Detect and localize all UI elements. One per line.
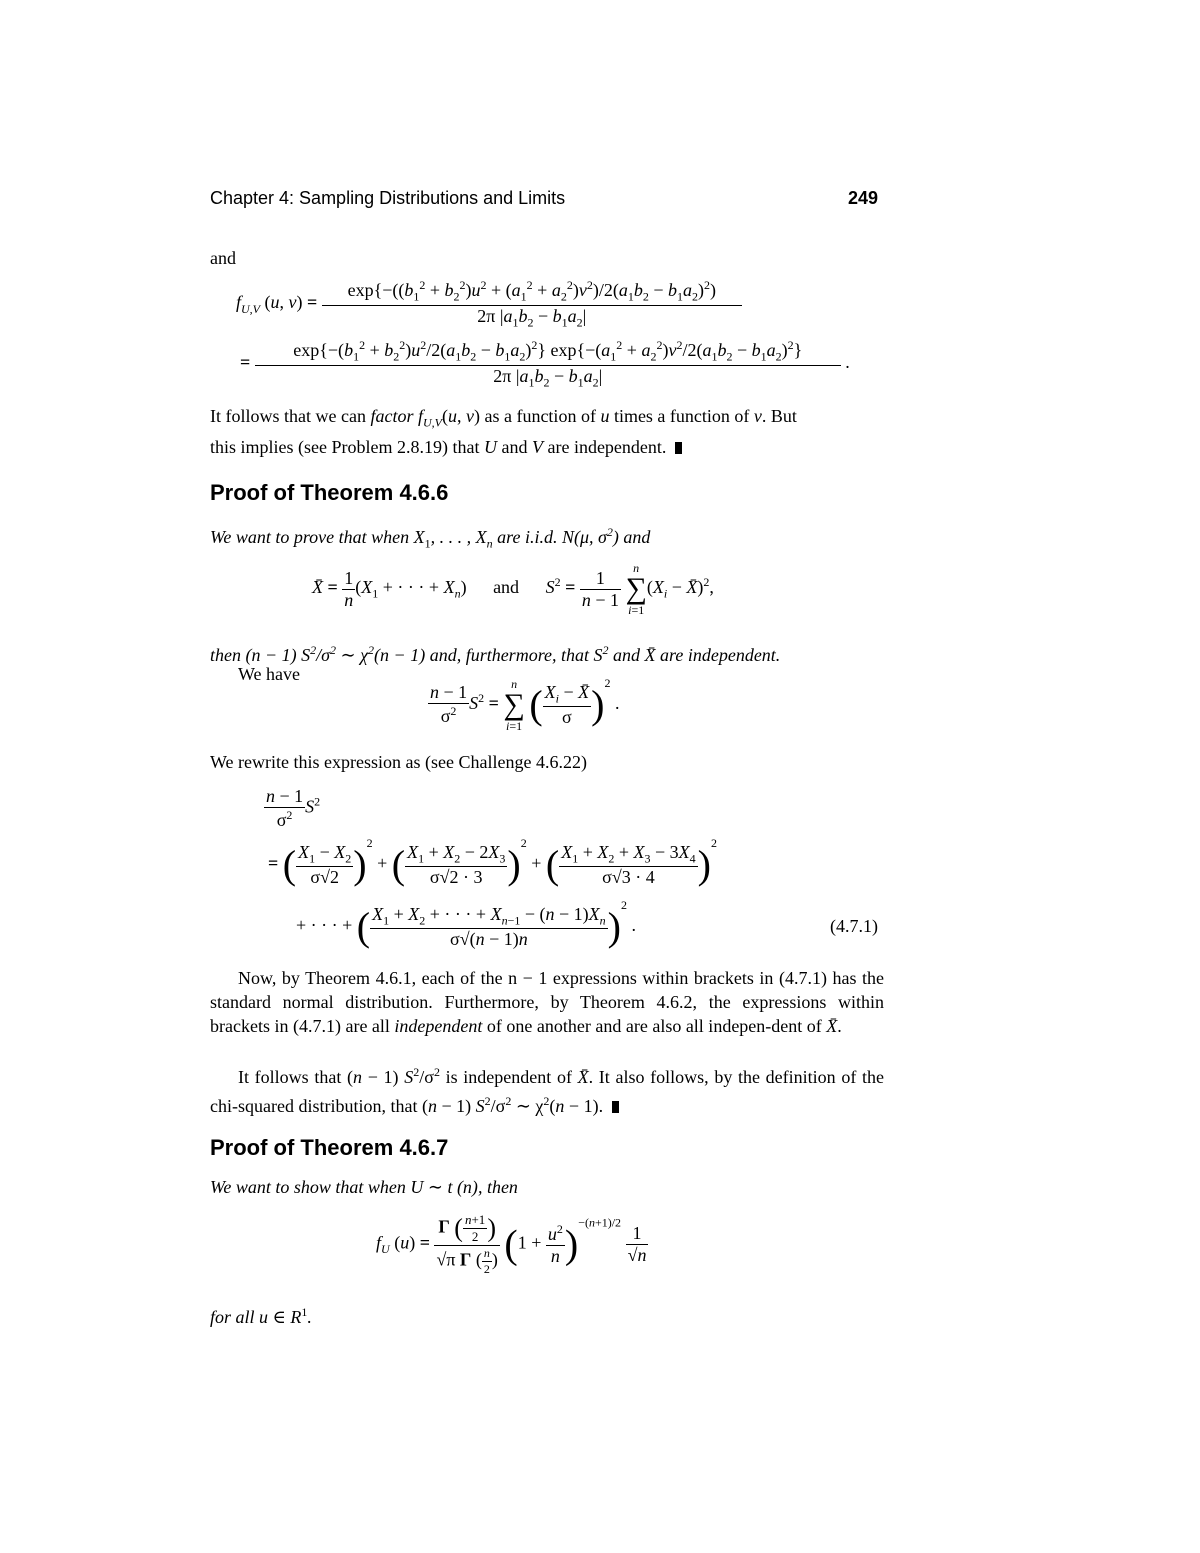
section-heading-proof-466: Proof of Theorem 4.6.6: [210, 480, 449, 505]
running-header: Chapter 4: Sampling Distributions and Limits: [210, 188, 566, 208]
text-we-have: We have: [238, 664, 301, 684]
paragraph-it-follows: It follows that (n − 1) $S^2/\sigma^2$ is independent of X̄. It also follows, by the definition of the chi-squared distribution, that (n − 1) $S^2/\sigma^2$ ∼ $\chi^2(n - 1)$.: [210, 1065, 884, 1116]
equation-label-471: (4.7.1): [830, 916, 878, 936]
statement-proof-467: We want to show that when U ∼ t (n), then: [210, 1177, 518, 1197]
equation-joint-density-line2: = $\exp\{-(b_1^2 + b_2^2)u^2/2(a_1b_2 - b_1a_2)^2\} \exp\{-(a_1^2 + a_2^2)v^2/2(a_1b_2 - b_1a_2)^2\}$ 2π $|a_1b_2 - b_1a_2|$ .: [240, 338, 850, 390]
equation-joint-density-line1: $f_{U,V}$ (u, v) = $\frac{\exp\{-((b_1^2 + b_2^2)u^2 + (a_1^2 + a_2^2)v^2)/2(a_1b_2 - b_1a_2)^2)}{2\pi |a_1b_2 - b_1a_2|}$: [236, 278, 742, 330]
statement-for-all-u: for all u ∈ $R^1$.: [210, 1305, 312, 1327]
equation-decomposition-lhs: $\frac{n - 1}{\sigma^2}$ $S^2$: [266, 786, 321, 830]
section-heading-proof-467: Proof of Theorem 4.6.7: [210, 1135, 449, 1160]
equation-scaled-variance: $\frac{n - 1}{\sigma^2}$ $S^2$ = n ∑ i=1 ( $\frac{X_i - X̄}{\sigma}$ )$^2$ .: [430, 676, 620, 733]
statement-proof-466: We want to prove that when $X_1$, . . . , $X_n$ are i.i.d. N(μ, $\sigma^2$) and: [210, 525, 651, 551]
paragraph-now-by-theorem: Now, by Theorem 4.6.1, each of the n − 1 expressions within brackets in (4.7.1) has the standard normal distribution. Furthermore, by Theorem 4.6.2, the expressions within brackets in (4.7.1) are all independent of one another and are also all indepen-dent of X̄.: [210, 968, 884, 1036]
text-and: and: [210, 248, 236, 268]
qed-mark: [612, 1101, 619, 1113]
page-number: 249: [848, 188, 879, 208]
statement-then-466: then (n − 1) $S^2/\sigma^2$ ∼ $\chi^2(n - 1)$ and, furthermore, that $S^2$ and X̄ are independent.: [210, 643, 781, 665]
paragraph-factor: It follows that we can factor $f_{U,V}(u$, v) as a function of u times a function of v. But this implies (see Problem 2.8.19) that U and V are independent.: [210, 406, 797, 457]
equation-decomposition-line1: = ( $\frac{X_1 - X_2}{\sigma√2}$ )$^2$ + ( $\frac{X_1 + X_2 - 2X_3}{\sigma√2 \cdot 3}$ )$^2$ + ( $\frac{X_1 + X_2 + X_3 - 3X_4}{\sigma√3 \cdot 4}$ )$^2$: [268, 836, 717, 888]
equation-sample-mean-variance: X̄ = $\frac{1}{n}$ ($X_1$ + · · · + $X_n$) and $S^2$ = $\frac{1}{n - 1}$ n ∑ i=1 ($X_i$ − X̄)$^2$,: [312, 561, 714, 617]
equation-t-density: $f_U$ (u) = Γ ( $\frac{n+1}{2}$ ) √π Γ ( $\frac{n}{2}$ ) (1 + $\frac{u^2}{n}$ )$^{-(n+1)/2}$ $\frac{1}{√n}$: [376, 1212, 647, 1276]
qed-mark: [675, 442, 682, 454]
equation-decomposition-line2: + · · · + ( $\frac{X_1 + X_2 + \cdot \cdot \cdot + X_{n-1} - (n - 1)X_n}{\sigma√(n - 1)n}$ )$^2$ .: [296, 898, 636, 950]
text-rewrite: We rewrite this expression as (see Challenge 4.6.22): [210, 752, 587, 772]
